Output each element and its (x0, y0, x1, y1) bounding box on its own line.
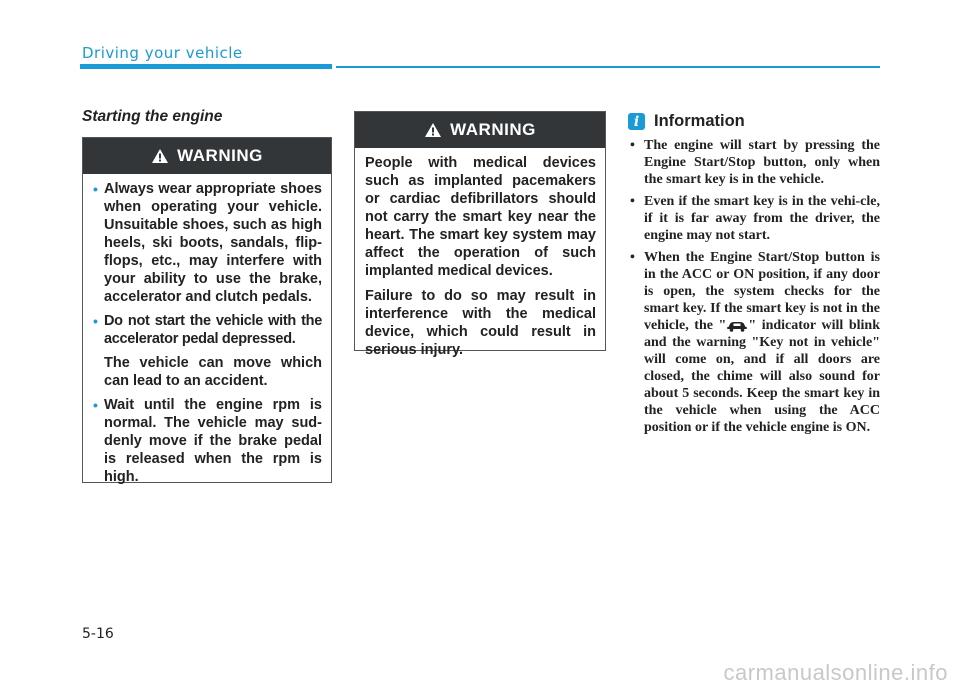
warning-title: WARNING (177, 146, 263, 165)
bullet-dot: • (93, 181, 98, 197)
info-icon: i (628, 113, 645, 130)
warning-item-shoes: Always wear appropriate shoes when operating your vehicle. Unsuitable shoes, such as high heels, ski boots, sandals, flip-flops, etc., may interfere with your ability to use the brake, accelerator and clutch pedals. (104, 181, 322, 305)
bullet-dot: • (630, 138, 635, 153)
warning-paragraph-failure: Failure to do so may result in interference with the medical device, which could result in serious injury. (365, 288, 596, 358)
info-item-acc-before: When the Engine Start/Stop button is in the ACC or ON position, if any door is open, the system checks for the smart key. If the smart key is not in the vehicle, the " (644, 250, 880, 333)
bullet-dot: • (93, 313, 98, 329)
info-item-start: The engine will start by pressing the Engine Start/Stop button, only when the smart key is in the vehicle. (644, 138, 880, 187)
subheading: Starting the engine (82, 108, 223, 125)
info-item-acc-after: " indicator will blink and the warning "Key not in vehicle" will come on, and if all doors are closed, the chime will also sound for about 5 seconds. Keep the smart key in the vehicle when using the ACC position or if the vehicle engine is ON. (644, 318, 880, 435)
warning-box-shoes (82, 137, 332, 483)
information-header (628, 112, 880, 131)
header-rule-thin (336, 66, 880, 68)
warning-bullet (93, 312, 322, 348)
info-item-acc (644, 249, 880, 436)
warning-header (355, 112, 605, 148)
header-rule-thick (80, 64, 332, 69)
bullet-dot: • (630, 250, 635, 265)
information-block (628, 112, 880, 441)
warning-body (355, 148, 605, 376)
warning-triangle-icon (151, 148, 169, 164)
warning-paragraph-devices: People with medical devices such as implanted pacemakers or cardiac defibrillators should not carry the smart key near the heart. The smart key system may affect the operation of such implanted medical devices. (365, 155, 596, 279)
info-item-distance: Even if the smart key is in the vehi-cle, if it is far away from the driver, the engine may not start. (644, 194, 880, 243)
watermark: carmanualsonline.info (723, 660, 948, 685)
information-title: Information (654, 112, 745, 130)
warning-bullet (93, 180, 322, 306)
warning-header (83, 138, 331, 174)
warning-body (83, 174, 331, 502)
warning-triangle-icon (424, 122, 442, 138)
warning-title: WARNING (450, 120, 536, 139)
section-title: Driving your vehicle (82, 44, 243, 62)
warning-box-medical (354, 111, 606, 358)
list-item (628, 137, 880, 188)
information-list (628, 137, 880, 436)
warning-item-note: The vehicle can move which can lead to an accident. (104, 355, 322, 389)
warning-item-rpm: Wait until the engine rpm is normal. The vehicle may sud-denly move if the brake pedal is released when the rpm is high. (104, 397, 322, 485)
bullet-dot: • (630, 194, 635, 209)
key-not-in-vehicle-icon (726, 319, 748, 332)
list-item (628, 193, 880, 244)
list-item (628, 249, 880, 436)
warning-item-accelerator: Do not start the vehicle with the accelerator pedal depressed. (104, 313, 322, 347)
page-number: 5-16 (82, 626, 114, 642)
bullet-dot: • (93, 397, 98, 413)
warning-bullet (93, 396, 322, 486)
